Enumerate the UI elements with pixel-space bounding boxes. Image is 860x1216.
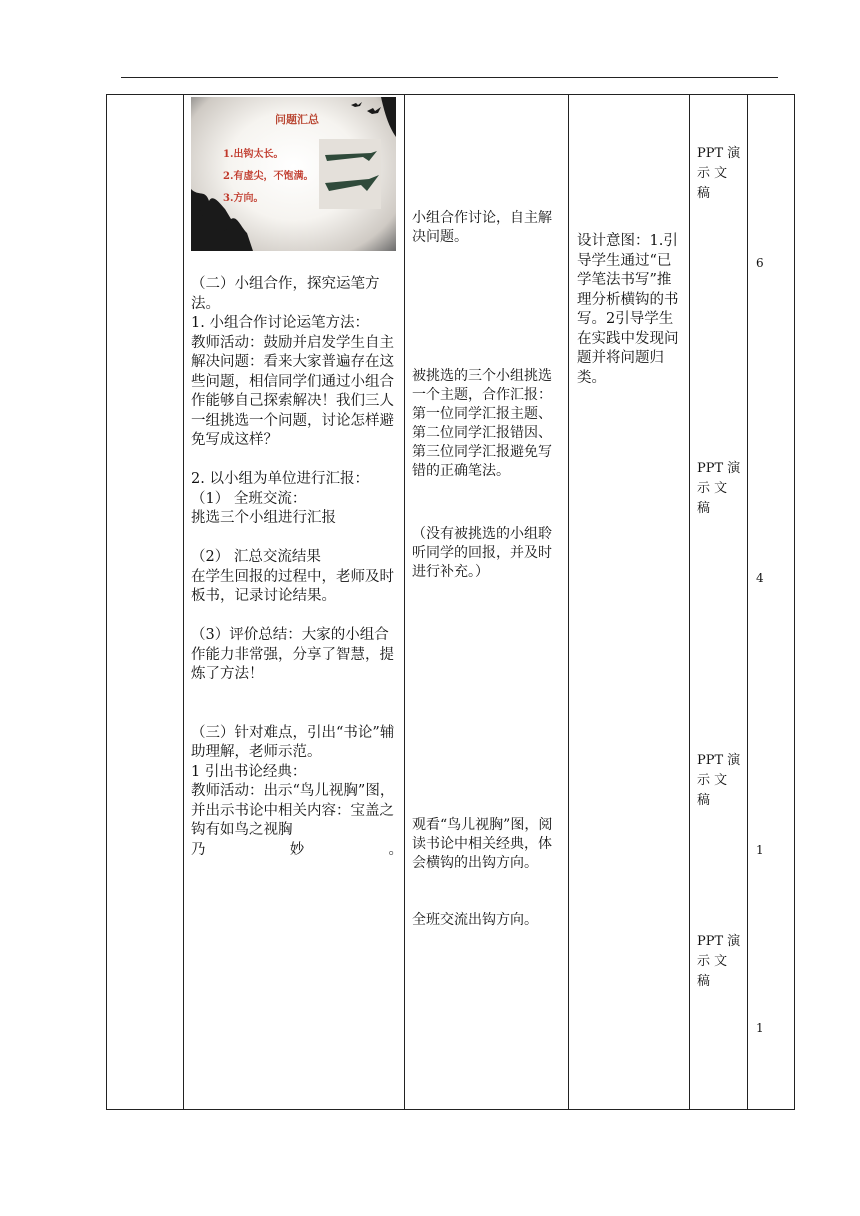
column-divider	[568, 94, 569, 1110]
time-value: 6	[756, 256, 764, 270]
teacher-activity-column	[191, 275, 403, 860]
slide-title: 问题汇总	[275, 113, 319, 126]
column-divider	[183, 94, 184, 1110]
time-value: 1	[756, 1021, 764, 1035]
time-value: 4	[756, 571, 764, 585]
paragraph: 乃 妙 。	[191, 841, 403, 858]
paragraph: 挑选三个小组进行汇报	[191, 510, 336, 526]
student-activity-text: 全班交流出钩方向。	[412, 912, 538, 928]
section-title: （二）小组合作，探究运笔方法。	[191, 276, 380, 312]
lesson-plan-table	[106, 94, 795, 1110]
slide-item: 3.方向。	[223, 193, 264, 204]
paragraph: 在学生回报的过程中，老师及时板书，记录讨论结果。	[191, 568, 394, 604]
header-rule	[121, 77, 778, 78]
design-intent-text: 设计意图：1.引导学生通过“已学笔法书写”推理分析横钩的书写。2引导学生在实践中发现问题并将问题归类。	[577, 233, 679, 386]
paragraph: （3）评价总结：大家的小组合作能力非常强，分享了智慧，提炼了方法！	[191, 627, 394, 682]
slide-item: 1.出钩太长。	[223, 149, 284, 160]
list-item: 2. 以小组为单位进行汇报：	[191, 471, 369, 487]
slide-thumbnail-image	[191, 97, 396, 251]
media-note: PPT 演 示 文 稿	[697, 146, 741, 201]
list-item: 1. 小组合作讨论运笔方法：	[191, 315, 369, 331]
column-divider	[747, 94, 748, 1110]
student-activity-text: （没有被挑选的小组聆听同学的回报，并及时进行补充。）	[412, 526, 552, 580]
column-divider	[404, 94, 405, 1110]
slide-item: 2.有虚尖，不饱满。	[223, 171, 314, 182]
section-title: （三）针对难点，引出“书论”辅助理解，老师示范。	[191, 724, 395, 760]
media-note: PPT 演 示 文 稿	[697, 934, 741, 989]
time-value: 1	[756, 843, 764, 857]
student-activity-text: 被挑选的三个小组挑选一个主题，合作汇报：第一位同学汇报主题、第二位同学汇报错因、第三位同学汇报避免写错的正确笔法。	[412, 368, 552, 479]
paragraph: 教师活动：鼓励并启发学生自主解决问题：看来大家普遍存在这些问题，相信同学们通过小组合作能够自己探索解决！我们三人一组挑选一个问题，讨论怎样避免写成这样？	[191, 334, 394, 448]
paragraph: 教师活动：出示“鸟儿视胸”图，并出示书论中相关内容：宝盖之钩有如鸟之视胸	[191, 783, 395, 838]
sub-item: （2） 汇总交流结果	[191, 549, 321, 565]
student-activity-text: 观看“鸟儿视胸”图，阅读书论中相关经典，体会横钩的出钩方向。	[412, 817, 553, 871]
column-divider	[689, 94, 690, 1110]
media-note: PPT 演 示 文 稿	[697, 461, 741, 516]
student-activity-text: 小组合作讨论，自主解决问题。	[412, 210, 552, 245]
list-item: 1 引出书论经典：	[191, 763, 307, 780]
media-note: PPT 演 示 文 稿	[697, 753, 741, 808]
slide-decoration-image	[191, 97, 396, 251]
sub-item: （1） 全班交流：	[191, 490, 307, 507]
